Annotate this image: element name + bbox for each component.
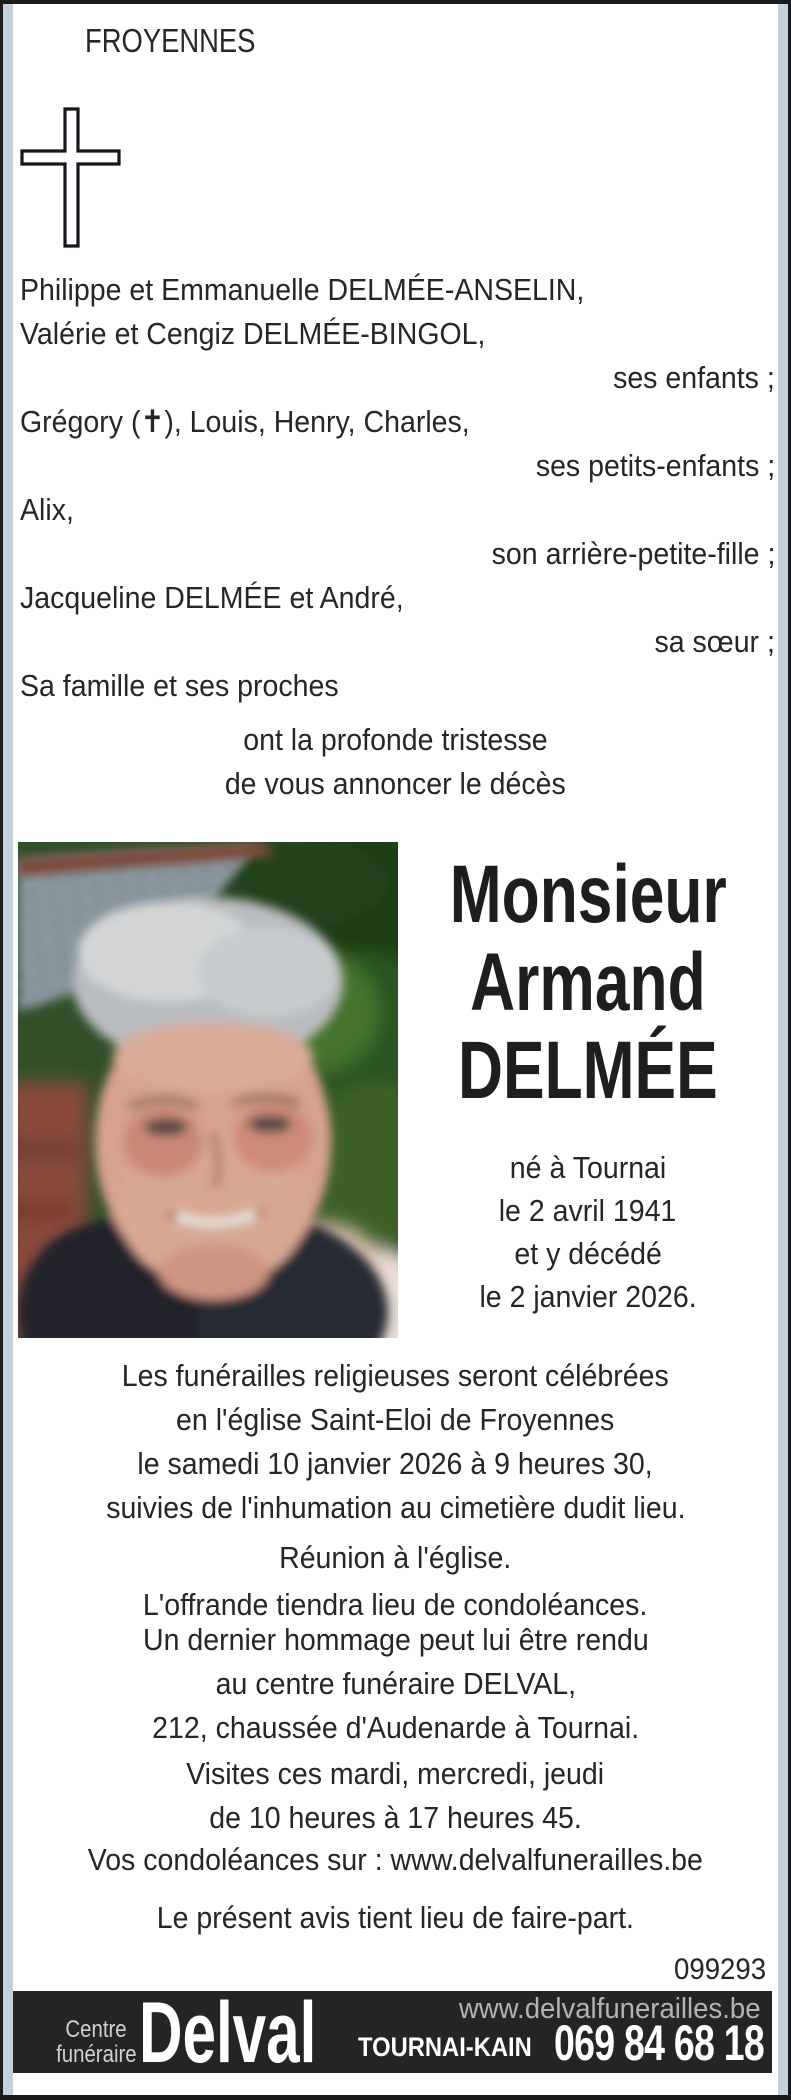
brand-label-bottom: funéraire [55,2041,137,2068]
family-line: Sa famille et ses proches [20,668,339,703]
hommage-details [13,1618,778,1750]
funeral-details [13,1354,778,1530]
life-date-line: et y décédé [514,1236,662,1271]
announcement [13,718,778,806]
life-dates [398,1146,778,1318]
brand-label-top: Centre [65,2016,127,2043]
right-border-inner [778,4,788,2095]
family-line: Jacqueline DELMÉE et André, [20,580,404,615]
announcement-line: de vous annoncer le décès [225,766,566,801]
family-line: Philippe et Emmanuelle DELMÉE-ANSELIN, [20,272,585,307]
memorial-cross-icon [18,106,122,255]
life-date-line: le 2 avril 1941 [499,1193,677,1228]
location-title: FROYENNES [85,22,256,59]
condoleances-line: Vos condoléances sur : www.delvalfunerailles.be [87,1842,704,1877]
visites-details [13,1752,778,1840]
reference-number: 099293 [673,1953,766,1986]
bottom-border [0,2095,791,2100]
family-line: son arrière-petite-fille ; [491,536,775,571]
top-border [0,0,791,4]
condoleances-note [13,1838,778,1882]
funeral-line: en l'église Saint-Eloi de Froyennes [176,1402,615,1437]
fairepart-line: Le présent avis tient lieu de faire-part. [156,1900,635,1935]
funeral-line: suivies de l'inhumation au cimetière dudit lieu. [105,1490,686,1525]
deceased-name-line: Armand [470,937,706,1028]
visites-line: de 10 heures à 17 heures 45. [209,1800,582,1835]
reunion-line: Réunion à l'église. [279,1540,512,1575]
hommage-line: au centre funéraire DELVAL, [215,1666,576,1701]
family-line: Alix, [20,492,74,527]
family-line: sa sœur ; [654,624,775,659]
family-list [13,268,778,708]
life-date-line: né à Tournai [509,1150,667,1185]
deceased-name-line: DELMÉE [458,1025,718,1116]
funeral-line: le samedi 10 janvier 2026 à 9 heures 30, [137,1446,654,1481]
funeral-line: Les funérailles religieuses seront célébrées [122,1358,669,1393]
footer-banner [13,1985,772,2081]
hommage-line: Un dernier hommage peut lui être rendu [142,1622,649,1657]
visites-line: Visites ces mardi, mercredi, jeudi [186,1756,605,1791]
family-line: ses petits-enfants ; [535,448,775,483]
deceased-name-line: Monsieur [449,849,727,940]
hommage-line: 212, chaussée d'Audenarde à Tournai. [152,1710,639,1745]
left-border-inner [3,4,13,2095]
deceased-name [398,851,778,1115]
family-line: ses enfants ; [613,360,775,395]
reunion-note [13,1536,778,1580]
city-label: TOURNAI-KAIN [358,2032,532,2062]
offrande-line: L'offrande tiendra lieu de condoléances. [143,1587,648,1622]
family-line: Valérie et Cengiz DELMÉE-BINGOL, [20,316,486,351]
fairepart-note [13,1896,778,1940]
portrait-photo [18,842,398,1338]
family-line: Grégory (✝), Louis, Henry, Charles, [20,404,470,439]
announcement-line: ont la profonde tristesse [243,722,548,757]
website-url: www.delvalfunerailles.be [459,1993,761,2025]
brand-label [41,2017,151,2067]
brand-name: Delval [139,1985,317,2081]
phone-number: 069 84 68 18 [554,2015,764,2071]
life-date-line: le 2 janvier 2026. [479,1279,697,1314]
